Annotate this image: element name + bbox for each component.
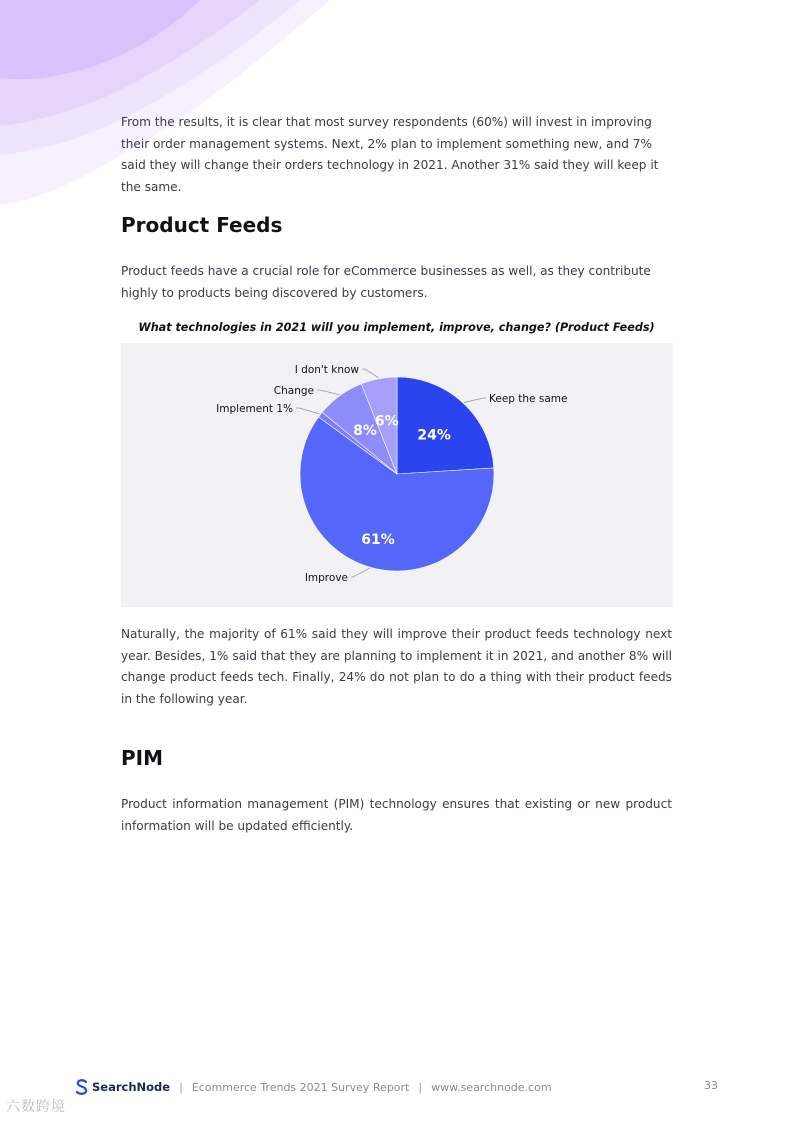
product-feeds-heading: Product Feeds (121, 213, 283, 237)
pim-paragraph: Product information management (PIM) technology ensures that existing or new product information will be updated efficiently. (121, 797, 672, 833)
pie-leader-line (464, 398, 486, 403)
chart-caption: What technologies in 2021 will you implement, improve, change? (Product Feeds) (138, 321, 655, 334)
page-footer (75, 1078, 718, 1096)
pie-category-label: Change (273, 385, 314, 397)
pie-category-label: Implement 1% (216, 403, 293, 415)
analysis-paragraph: Naturally, the majority of 61% said they will improve their product feeds technology next year. Besides, 1% said that they are planning to implement it in 2021, and another 8% will change product feeds tech. Finally, 24% do not plan to do a thing with their product feeds in the following year. (121, 627, 672, 706)
searchnode-logo (75, 1079, 170, 1095)
pie-leader-line (317, 390, 339, 395)
footer-brand: SearchNode (92, 1080, 171, 1094)
footer-report-title: Ecommerce Trends 2021 Survey Report (191, 1080, 410, 1094)
pim-heading: PIM (121, 746, 164, 770)
pie-category-label: Improve (304, 572, 348, 584)
pie-value-label: 6% (374, 413, 399, 430)
pie-chart (121, 343, 673, 607)
footer-divider: | (179, 1080, 183, 1094)
intro-paragraph: From the results, it is clear that most survey respondents (60%) will invest in improving their order management systems. Next, 2% plan to implement something new, and 7% said they will change their orders technology in 2021. Another 31% said they will keep it the same. (121, 115, 659, 194)
pie-value-label: 24% (417, 427, 451, 444)
watermark: 六数跨境 (6, 1099, 66, 1115)
pie-category-label: I don't know (294, 364, 359, 376)
pie-value-label: 8% (353, 423, 377, 440)
pie-leader-line (296, 408, 320, 414)
page-number: 33 (704, 1079, 718, 1092)
footer-divider: | (418, 1080, 423, 1094)
pie-slice-keep-the-same (397, 377, 494, 474)
pie-leader-line (362, 369, 379, 378)
pie-category-label: Keep the same (489, 393, 568, 405)
pie-leader-line (351, 568, 370, 577)
pie-value-label: 61% (361, 532, 395, 549)
pie-chart-svg (121, 343, 673, 607)
footer-url[interactable]: www.searchnode.com (431, 1080, 552, 1094)
searchnode-logo-icon (75, 1079, 89, 1095)
product-feeds-paragraph: Product feeds have a crucial role for eCommerce businesses as well, as they contribute highly to products being discovered by customers. (121, 264, 651, 300)
